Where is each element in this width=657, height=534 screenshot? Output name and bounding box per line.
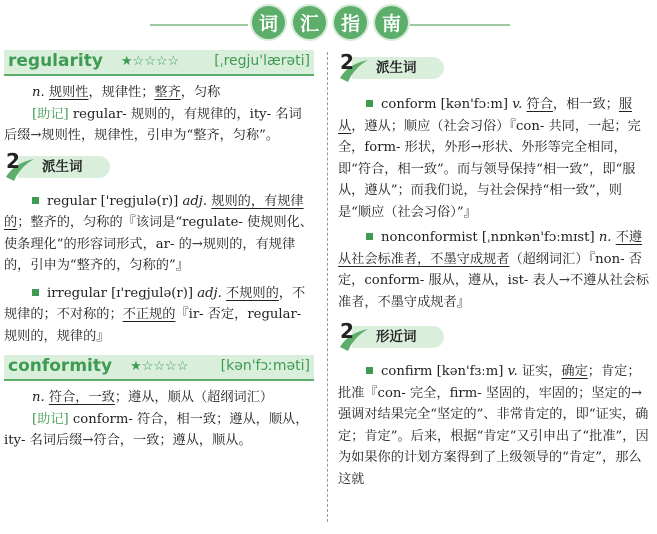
header-char: 指 [334, 6, 367, 39]
header-char: 南 [375, 6, 408, 39]
section-label: 派生词 [376, 60, 417, 76]
star-rating: ★☆☆☆☆ [130, 359, 189, 375]
bullet-square-icon [366, 100, 373, 107]
header-title [252, 6, 408, 39]
derived-entry-nonconformist: nonconformist [ˌnɒnkən'fɔːmɪst] n. 不遵从社会标准者，不墨守成规者（超纲词汇）『non- 否定，conform- 服从，遵从，ist- 表人→不遵从社会标准者，不墨守成规者』 [338, 230, 650, 310]
header-rule-right [410, 24, 510, 26]
section-derived-words [338, 50, 650, 84]
section-derived-words [4, 148, 314, 183]
similar-entry-confirm: confirm [kən'fɜːm] v. 证实，确定；肯定；批准『con- 完全，firm- 坚固的，牢固的；坚定的→强调对结果完全“坚定的”、非常肯定的，即“证实，确定；肯定”。后来，根据“肯定”又引申出了“批准”，因为如果你的计划方案得到了上级领导的“肯定”，那么这就 [338, 364, 649, 487]
star-rating: ★☆☆☆☆ [120, 54, 180, 70]
left-column [4, 50, 314, 452]
definition: n. 规则性，规律性；整齐，匀称 [32, 85, 221, 100]
mnemonic: [助记] conform- 符合，相一致；遵从，顺从，ity- 名词后缀→符合，一致；遵从，顺从。 [4, 411, 309, 448]
derived-entry-conform: conform [kən'fɔːm] v. 符合，相一致；服从，遵从；顺应（社会习俗）『con- 共同，一起；完全，form- 形状，外形→形状、外形等完全相同，即“符合，相一致”。而与领导保持“相一致”，即“服从，遵从”；而我们说，与社会保持“相一致”，则是“顺应（社会习俗）”』 [338, 97, 641, 220]
headword: conformity [8, 356, 113, 377]
entry-bar-regularity [4, 50, 314, 76]
section-label: 派生词 [42, 158, 83, 175]
header-char: 词 [252, 6, 285, 39]
definition: n. 符合，一致；遵从，顺从（超纲词汇） [32, 390, 274, 405]
bullet-square-icon [32, 289, 39, 296]
section-number: 2 [340, 319, 354, 343]
headword: regularity [8, 51, 103, 72]
header-char: 汇 [293, 6, 326, 39]
section-number: 2 [340, 50, 354, 74]
header-rule-left [150, 24, 248, 26]
derived-entry-regular: regular ['regjulə(r)] adj. 规则的，有规律的；整齐的，匀称的『该词是“regulate- 使规则化、使条理化”的形容词形式，ar- 的→规则的，有规律的，引申为“整齐的，匀称的”』 [4, 193, 313, 273]
right-column [338, 50, 650, 490]
section-number: 2 [6, 148, 20, 173]
page-header [0, 6, 657, 44]
entry-bar-conformity [4, 355, 314, 381]
mnemonic: [助记] regular- 规则的，有规律的，ity- 名词后缀→规则性，规律性，引申为“整齐，匀称”。 [4, 106, 302, 143]
phonetic: [kən'fɔːməti] [220, 358, 310, 375]
section-label: 形近词 [376, 329, 417, 345]
derived-entry-irregular: irregular [ɪ'regjulə(r)] adj. 不规则的，不规律的；不对称的；不正规的『ir- 否定，regular- 规则的，规律的』 [4, 285, 306, 344]
bullet-square-icon [366, 233, 373, 240]
bullet-square-icon [32, 197, 39, 204]
section-similar-words [338, 319, 650, 353]
column-divider [327, 52, 328, 522]
phonetic: [ˌregju'lærəti] [214, 53, 310, 70]
bullet-square-icon [366, 367, 373, 374]
